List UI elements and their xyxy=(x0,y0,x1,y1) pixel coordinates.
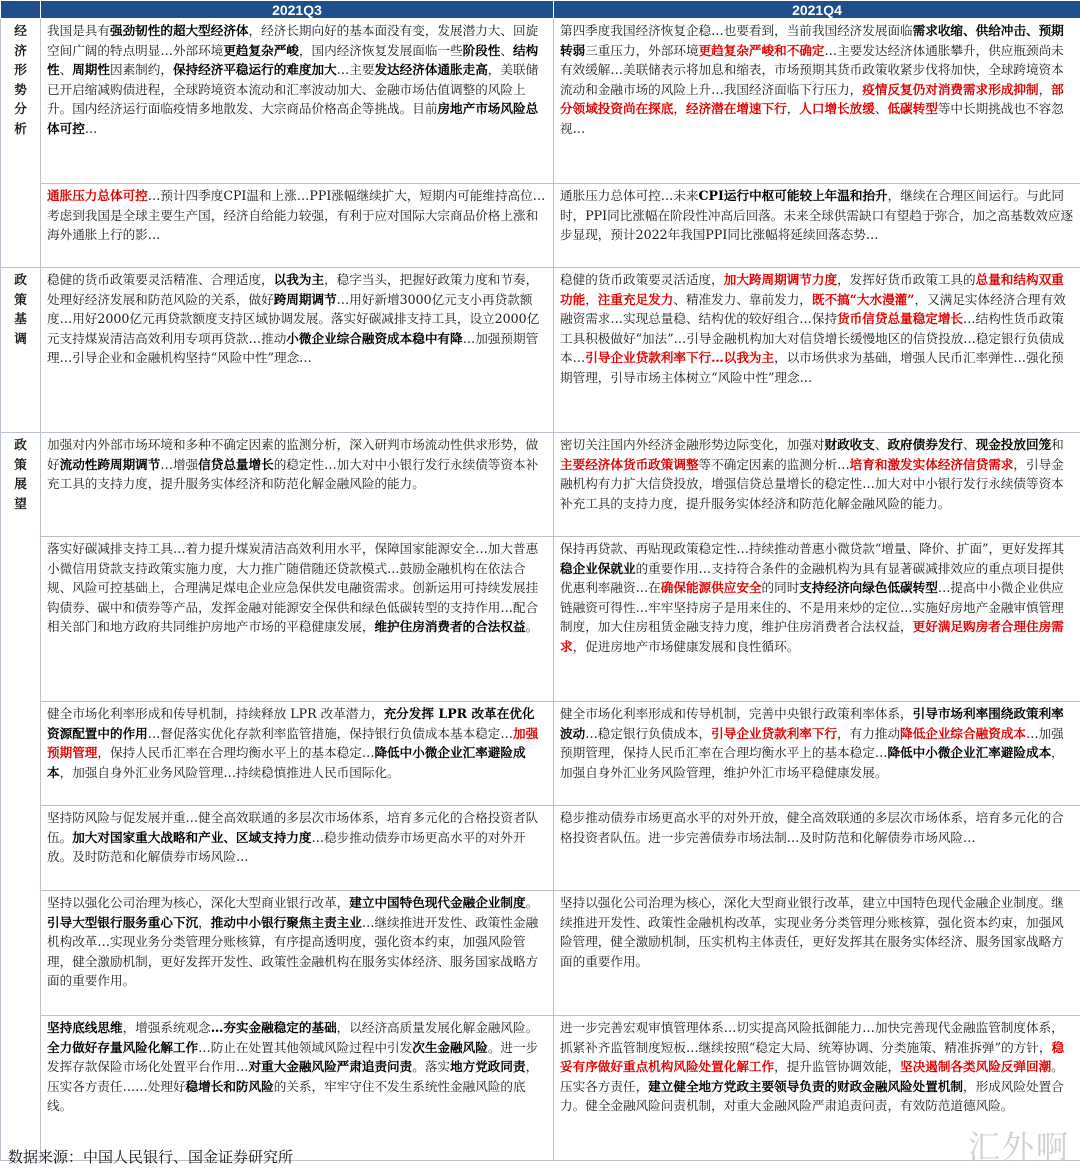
bold-emphasis: 对重大金融风险严肃追责问责 xyxy=(248,1059,413,1075)
bold-emphasis: 财政收支 xyxy=(824,437,875,452)
bold-emphasis: 地方党政同责 xyxy=(450,1059,526,1075)
cell-q4 xyxy=(554,19,1080,184)
red-emphasis: 确保能源供应安全 xyxy=(660,580,762,596)
cell-text: ，发挥好货币政策工具的 xyxy=(837,272,976,287)
cell-q4 xyxy=(554,268,1080,433)
cell-text: …提高中小微企业供应链融资可得性…牢牢坚持房子是用来住的、不是用来炒的定位…实施好房地产金融审慎管理制度，加大住房租赁金融支持力度，维护住房消费者合法权益， xyxy=(560,580,1064,635)
table-row xyxy=(1,184,1080,268)
bold-emphasis: 充分发挥 LPR 改革在优化资源配置中的作用 xyxy=(47,706,535,741)
category-char: 望 xyxy=(14,495,27,511)
cell-q3 xyxy=(41,702,554,806)
category-char: 展 xyxy=(14,476,27,492)
cell-text: 健全市场化利率形成和传导机制，完善中央银行政策利率体系， xyxy=(560,706,913,721)
red-emphasis: 通胀压力总体可控 xyxy=(47,188,148,203)
cell-q4 xyxy=(554,702,1080,806)
cell-text: 稳健的货币政策要灵活精准、合理适度， xyxy=(47,272,274,287)
bold-emphasis: 以我为主 xyxy=(273,272,325,287)
cell-q4 xyxy=(554,891,1080,1016)
cell-text: ，国内经济恢复发展面临一些 xyxy=(298,42,463,58)
cell-text: ，有力推动 xyxy=(837,725,901,741)
bold-emphasis: 推动中小银行聚焦主责主业 xyxy=(210,914,362,930)
bold-emphasis: 小微企业综合融资成本稳中有降 xyxy=(286,330,463,346)
cell-text: 稳步推动债券市场更高水平的对外开放，健全高效联通的多层次市场体系，培育多元化的合格投资者队伍。进一步完善债券市场法制…及时防范和化解债券市场风险… xyxy=(560,810,1064,845)
cell-text: …继续推进开发性、政策性金融机构改革…实现业务分类管理分账核算，有序提高透明度，强化资本约束，加强风险管理，健全激励机制，更好发挥开发性、政策性金融机构在服务实体经济、服务国家战略方面的重要作用。 xyxy=(47,914,539,989)
category-char: 经 xyxy=(14,23,27,38)
cell-text: ，促进房地产市场健康发展和良性循环。 xyxy=(572,638,800,654)
header-blank xyxy=(1,1,41,19)
cell-text: …结构性货币政策工具积极做好“加法”…引导金融机构加大对信贷增长缓慢地区的信贷投放…稳定银行负债成本… xyxy=(560,311,1065,366)
bold-emphasis: 更趋复杂严峻 xyxy=(223,42,299,58)
bold-emphasis: 引导大型银行服务重心下沉 xyxy=(47,914,199,930)
header-q3: 2021Q3 xyxy=(41,1,554,19)
bold-emphasis: 稳企业保就业 xyxy=(560,560,636,576)
bold-emphasis: 发达经济体通胀走高 xyxy=(374,62,488,78)
cell-text: 坚持以强化公司治理为核心，深化大型商业银行改革，建立中国特色现代金融企业制度。继续推进开发性、政策性金融机构改革，实现业务分类管理分账核算，强化资本约束，加强风险管理，健全激励机制，压实机构主体责任，更好发挥其在服务实体经济、服务国家战略方面的重要作用。 xyxy=(560,895,1064,969)
cell-text: ，引导金融机构有力扩大信贷投放，增强信贷总量增长的稳定性…加大对中小银行发行永续债等资本补充工具的支持力度，提升服务实体经济和防范化解金融风险的能力。 xyxy=(560,456,1064,511)
category-economy xyxy=(1,19,41,268)
bold-emphasis: CPI运行中枢可能较上年温和抬升 xyxy=(698,188,888,203)
cell-text: …督促落实优化存款利率监管措施，保持银行负债成本基本稳定… xyxy=(147,725,513,741)
cell-text: ，以经济高质量发展化解金融风险。 xyxy=(336,1020,539,1035)
cell-text: …稳步推动债券市场更高水平的对外开放。及时防范和化解债券市场风险… xyxy=(47,829,526,865)
cell-q3 xyxy=(41,433,554,537)
red-emphasis: 更好满足购房者合理住房需求 xyxy=(560,619,1064,654)
table-row xyxy=(1,891,1080,1016)
red-emphasis: 经济潜在增速下行 xyxy=(685,101,787,117)
cell-text: 健全市场化利率形成和传导机制，持续释放 LPR 改革潜力， xyxy=(47,706,384,721)
bold-emphasis: 需求收缩、供给冲击、预期转弱 xyxy=(560,23,1064,58)
red-emphasis: 注重充足发力 xyxy=(597,291,674,307)
cell-text: ， xyxy=(673,101,686,117)
red-emphasis: 加强预期管理 xyxy=(47,725,539,761)
table-row xyxy=(1,702,1080,806)
red-emphasis: 低碳转型 xyxy=(887,101,938,117)
cell-text: 、 xyxy=(874,101,888,117)
cell-q4 xyxy=(554,806,1080,891)
red-emphasis: 引导企业贷款利率下行 xyxy=(711,725,838,741)
red-emphasis: 培育和激发实体经济信贷需求 xyxy=(849,456,1014,472)
table-row xyxy=(1,537,1080,702)
red-emphasis: 货币信贷总量稳定增长 xyxy=(837,311,963,327)
red-emphasis: 加大跨周期调节力度 xyxy=(723,272,838,287)
cell-text: 三重压力，外部环境 xyxy=(585,42,699,58)
cell-q4 xyxy=(554,433,1080,537)
bold-emphasis: 建立健全地方党政主要领导负责的财政金融风险处置机制 xyxy=(648,1078,963,1094)
cell-q3 xyxy=(41,268,554,433)
cell-text: 加强对内外部市场环境和多种不确定因素的监测分析，深入研判市场流动性供求形势，做好 xyxy=(47,437,539,472)
cell-q3 xyxy=(41,184,554,268)
cell-text: ， xyxy=(1038,81,1052,97)
cell-text: 、 xyxy=(963,437,976,452)
cell-text: 坚持防风险与促发展并重…健全高效联通的多层次市场体系，培育多元化的合格投资者队伍。 xyxy=(47,810,539,845)
cell-text: 。 xyxy=(525,895,539,910)
category-char: 政 xyxy=(14,272,27,287)
cell-text: ，压实各方责任……处理好 xyxy=(47,1059,539,1094)
cell-q3 xyxy=(41,1016,554,1161)
bold-emphasis: 信贷总量增长 xyxy=(198,456,274,472)
bold-emphasis: 跨周期调节 xyxy=(273,291,337,307)
red-emphasis: 引导企业贷款利率下行…以我为主 xyxy=(585,350,775,366)
cell-text: 、 xyxy=(500,42,513,58)
cell-q3 xyxy=(41,891,554,1016)
cell-text: ， xyxy=(585,291,598,307)
cell-text: ，又满足实体经济合理有效融资需求…实现总量稳、结构优的较好组合…保持 xyxy=(560,291,1066,327)
cell-text: ，稳字当头，把握好政策力度和节奏，处理好经济发展和防范风险的关系，做好 xyxy=(47,272,539,307)
cell-text: 我国是具有 xyxy=(47,23,110,38)
red-emphasis: 坚决遏制各类风险反弹回潮 xyxy=(900,1059,1052,1075)
cell-q4 xyxy=(554,537,1080,702)
cell-text: … xyxy=(84,120,98,136)
watermark-logo: 汇外啊 xyxy=(967,1128,1070,1166)
cell-text: 落实好碳减排支持工具…着力提升煤炭清洁高效利用水平，保障国家能源安全…加大普惠小微信用贷款支持政策实施力度，大力推广随借随还贷款模式…鼓励金融机构在依法合规、风险可控基础上，合理满足煤电企业应急保供发电融资需求。创新运用可持续发展挂钩债券、碳中和债券等产品，发挥金融对能源安全保供和绿色低碳转型的支持作用…配合相关部门和地方政府共同维护房地产市场的平稳健康发展， xyxy=(47,541,539,635)
bold-emphasis: 政府债券发行 xyxy=(887,437,963,452)
bold-emphasis: 降低中小微企业汇率避险成本 xyxy=(887,745,1052,761)
cell-text: …用好新增3000亿元支小再贷款额度…用好2000亿元再贷款额度支持区域协调发展。落实好碳减排支持工具，设立2000亿元支持煤炭清洁高效利用专项再贷款…推动 xyxy=(47,291,540,346)
source-note: 数据来源：中国人民银行、国金证券研究所 xyxy=(8,1148,294,1166)
bold-emphasis: 周期性 xyxy=(72,62,110,78)
cell-text: ，以市场供求为基础，增强人民币汇率弹性…强化预期管理，引导市场主体树立“风险中性”理念… xyxy=(560,350,1064,385)
table-row xyxy=(1,433,1080,537)
bold-emphasis: 支持经济向绿色低碳转型 xyxy=(799,580,938,596)
cell-text: 稳健的货币政策要灵活适度， xyxy=(560,272,724,287)
cell-text: ，加强自身外汇业务风险管理，维护外汇市场平稳健康发展。 xyxy=(560,745,1064,780)
cell-text: ， xyxy=(786,101,800,117)
cell-text: 。落实 xyxy=(412,1059,450,1075)
red-emphasis: 部分领域投资尚在探底 xyxy=(560,81,1064,117)
header-row xyxy=(1,1,1080,19)
bold-emphasis: 坚持底线思维 xyxy=(47,1020,123,1035)
cell-q3 xyxy=(41,806,554,891)
cell-text: 等不确定因素的监测分析… xyxy=(698,456,850,472)
red-emphasis: 主要经济体货币政策调整 xyxy=(560,456,699,472)
cell-text: 。压实各方责任， xyxy=(560,1059,1064,1094)
table-row xyxy=(1,268,1080,433)
bold-emphasis: 保持经济平稳运行的难度加大 xyxy=(172,62,337,78)
category-char: 析 xyxy=(14,120,27,136)
cell-text: ，提升监管协调效能， xyxy=(774,1059,901,1075)
cell-text: …主要 xyxy=(336,62,375,78)
cell-text: ，美联储已开启缩减购债进程，全球跨境资本流动和汇率波动加大、金融市场估值调整的风险上升。国内经济运行面临疫情多地散发、大宗商品价格高企等挑战。目前 xyxy=(47,62,539,117)
cell-text: 密切关注国内外经济金融形势边际变化，加强对 xyxy=(560,437,825,452)
cell-q4 xyxy=(554,184,1080,268)
bold-emphasis: 加大对国家重大战略和产业、区域支持力度 xyxy=(72,829,312,845)
cell-text: …防止在处置其他领域风险过程中引发 xyxy=(198,1039,413,1055)
cell-text: 进一步完善宏观审慎管理体系…切实提高风险抵御能力…加快完善现代金融监管制度体系，抓紧补齐监管制度短板…继续按照“稳定大局、统筹协调、分类施策、精准拆弹”的方针， xyxy=(560,1020,1064,1055)
cell-text: ，加强自身外汇业务风险管理…持续稳慎推进人民币国际化。 xyxy=(59,764,400,780)
cell-text: ，保持人民币汇率在合理均衡水平上的基本稳定… xyxy=(97,745,375,761)
bold-emphasis: 次生金融风险 xyxy=(412,1039,488,1055)
cell-text: 和 xyxy=(1051,437,1064,452)
bold-emphasis: 建立中国特色现代金融企业制度 xyxy=(349,895,526,910)
red-emphasis: 人口增长放缓 xyxy=(799,101,875,117)
bold-emphasis: 引导市场利率围绕政策利率波动 xyxy=(560,706,1064,741)
cell-text: …稳定银行负债成本， xyxy=(585,725,712,741)
category-char: 济 xyxy=(14,42,27,58)
category-char: 策 xyxy=(14,456,27,472)
cell-text: ，增强系统观念 xyxy=(122,1020,211,1035)
bold-emphasis: 维护住房消费者的合法权益 xyxy=(374,619,526,635)
bold-emphasis: 稳增长和防风险 xyxy=(185,1078,274,1094)
category-char: 调 xyxy=(14,330,27,346)
cell-text: 的重要作用…支持符合条件的金融机构为具有显著碳减排效应的重点项目提供优惠利率融资…在 xyxy=(560,560,1064,596)
category-outlook xyxy=(1,433,41,1161)
bold-emphasis: 强劲韧性的超大型经济体 xyxy=(109,23,249,38)
cell-text: 的关系，牢牢守住不发生系统性金融风险的底线。 xyxy=(47,1078,526,1114)
table-row xyxy=(1,19,1080,184)
category-policy-tone xyxy=(1,268,41,433)
bold-emphasis: …夯实金融稳定的基础 xyxy=(210,1020,337,1035)
category-char: 策 xyxy=(14,291,27,307)
cell-text: 等中长期挑战也不容忽视… xyxy=(560,101,1064,136)
bold-emphasis: 房地产市场风险总体可控 xyxy=(47,101,539,136)
cell-text: 第四季度我国经济恢复企稳…也要看到，当前我国经济发展面临 xyxy=(560,23,913,38)
cell-text: 。 xyxy=(525,619,539,635)
cell-text: 保持再贷款、再贴现政策稳定性…持续推动普惠小微贷款“增量、降价、扩面”，更好发挥其 xyxy=(560,541,1065,556)
bold-emphasis: 降低中小微企业汇率避险成本 xyxy=(47,745,526,780)
cell-text: 的稳定性…加大对中小银行发行永续债等资本补充工具的支持力度，提升服务实体经济和防范化解金融风险的能力。 xyxy=(47,456,539,492)
cell-text: 、 xyxy=(59,62,73,78)
bold-emphasis: 现金投放回笼 xyxy=(975,437,1052,452)
table-row xyxy=(1,806,1080,891)
cell-text: 。进一步发挥存款保险市场化处置平台作用… xyxy=(47,1039,539,1075)
cell-text: …主要发达经济体通胀攀升，供应瓶颈尚未有效缓解…美联储表示将加息和缩表，市场预期其货币政策收紧步伐将加快，全球跨境资本流动和金融市场的风险上升…我国经济面临下行压力， xyxy=(560,42,1064,97)
category-char: 分 xyxy=(14,101,27,117)
header-q4: 2021Q4 xyxy=(554,1,1080,19)
category-char: 形 xyxy=(14,62,27,78)
cell-text: …预计四季度CPI温和上涨…PPI涨幅继续扩大，短期内可能维持高位…考虑到我国是全球主要生产国，经济自给能力较强，有利于应对国际大宗商品价格上涨和海外通胀上行的影… xyxy=(47,188,546,243)
red-emphasis: 更趋复杂严峻和不确定 xyxy=(698,42,825,58)
cell-text: …加强预期管理…引导企业和金融机构坚持“风险中性”理念… xyxy=(47,330,539,366)
red-emphasis: 稳妥有序做好重点机构风险处置化解工作 xyxy=(560,1039,1065,1075)
bold-emphasis: 流动性跨周期调节 xyxy=(59,456,161,472)
red-emphasis: 总量和结构双重功能 xyxy=(560,272,1064,307)
cell-text: 因素制约， xyxy=(109,62,173,78)
cell-text: 通胀压力总体可控…未来 xyxy=(560,188,699,203)
category-char: 基 xyxy=(14,311,27,327)
category-char: 政 xyxy=(14,437,27,452)
cell-q3 xyxy=(41,19,554,184)
cell-text: …增强 xyxy=(160,456,199,472)
bold-emphasis: 全力做好存量风险化解工作 xyxy=(47,1039,199,1055)
cell-text: 、精准发力、靠前发力， xyxy=(673,291,812,307)
cell-text: ，形成风险处置合力。健全金融风险问责机制，对重大金融风险严肃追责问责，有效防范道德风险。 xyxy=(560,1078,1064,1114)
red-emphasis: 疫情反复仍对消费需求形成抑制 xyxy=(862,81,1039,97)
cell-text: 的同时 xyxy=(761,580,800,596)
cell-text: 坚持以强化公司治理为核心，深化大型商业银行改革， xyxy=(47,895,350,910)
cell-text: ，继续在合理区间运行。与此同时，PPI同比涨幅在阶段性冲高后回落。未来全球供需缺口有望趋于弥合，加之高基数效应逐步显现，预计2022年我国PPI同比涨幅将延续回落态势… xyxy=(560,188,1074,243)
cell-text: …加强预期管理，保持人民币汇率在合理均衡水平上的基本稳定… xyxy=(560,725,1064,761)
table-row xyxy=(1,1016,1080,1161)
cell-q3 xyxy=(41,537,554,702)
red-emphasis: 既不搞“大水漫灌” xyxy=(811,291,915,307)
cell-text: ， xyxy=(198,914,211,930)
red-emphasis: 降低企业综合融资成本 xyxy=(900,725,1026,741)
cell-text: ，经济长期向好的基本面没有变，发展潜力大、回旋空间广阔的特点明显…外部环境 xyxy=(47,23,539,58)
cell-text: 、 xyxy=(874,437,888,452)
bold-emphasis: 阶段性 xyxy=(462,42,501,58)
bold-emphasis: 结构性 xyxy=(47,42,539,78)
category-char: 势 xyxy=(14,81,27,97)
